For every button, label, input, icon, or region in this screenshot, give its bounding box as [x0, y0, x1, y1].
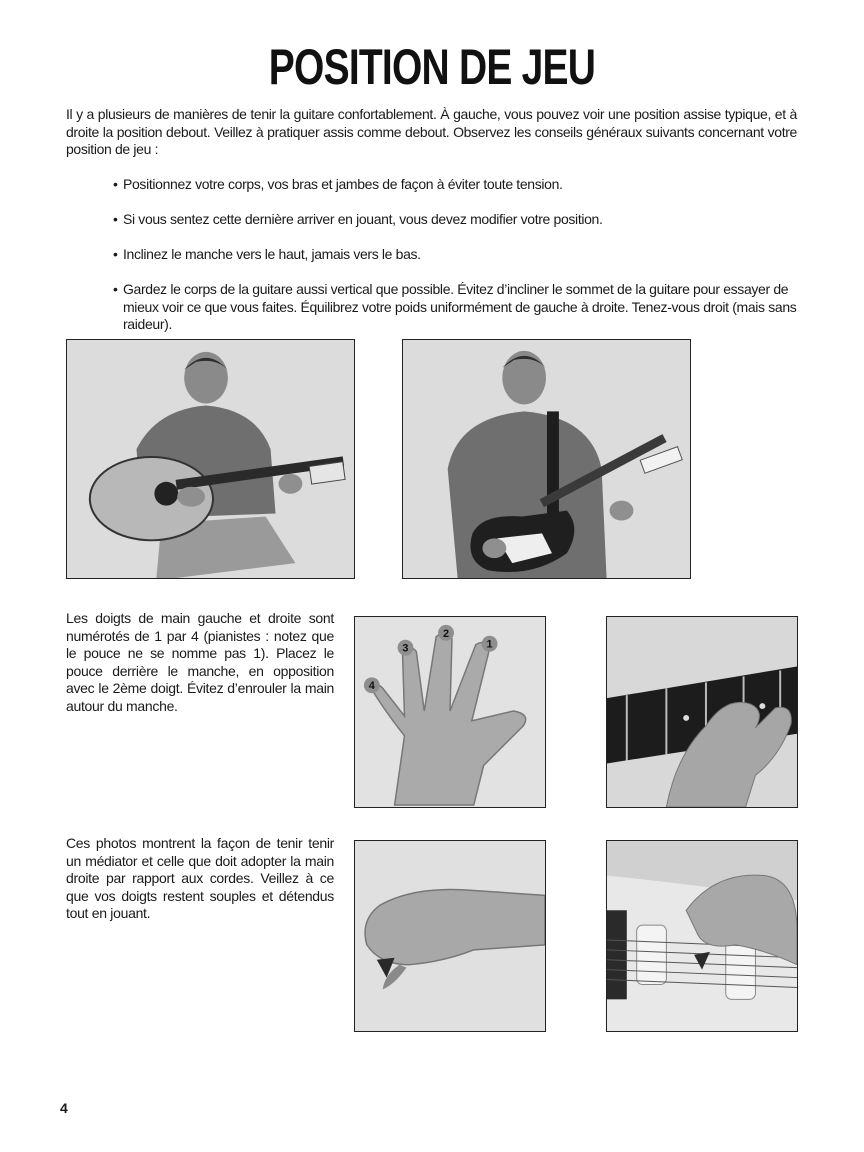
intro-paragraph: Il y a plusieurs de manières de tenir la guitare confortablement. À gauche, vous pouvez voir une position assise typique, et à droite la position debout. Veillez à pratiquer assis comme debout. Observez les conseils généraux suivants concernant votre position de jeu : — [66, 106, 797, 157]
page-title: POSITION DE JEU — [268, 39, 596, 95]
finger-label-4: 4 — [368, 680, 375, 693]
fingers-paragraph: Les doigts de main gauche et droite sont numérotés de 1 par 4 (pianistes : notez que le pouce ne se nomme pas 1). Placez le pouce derrière le manche, en opposition avec le 2ème doigt. Évitez d’enrouler la main autour du manche. — [66, 610, 334, 714]
standing-position-photo — [402, 339, 691, 579]
tip-text: Si vous sentez cette dernière arriver en jouant, vous devez modifier votre position. — [123, 211, 603, 227]
tip-text: Gardez le corps de la guitare aussi vertical que possible. Évitez d’incliner le sommet de la guitare pour essayer de mieux voir ce que vous faites. Équilibrez votre poids uniformément de gauche à droite. Tenez-vous droit (mais sans raideur). — [123, 281, 797, 332]
finger-label-1: 1 — [486, 638, 493, 651]
finger-label-2: 2 — [443, 627, 450, 640]
pick-grip-photo — [354, 840, 546, 1032]
tip-text: Inclinez le manche vers le haut, jamais vers le bas. — [123, 246, 421, 262]
fretboard-hand-photo — [606, 616, 798, 808]
tip-text: Positionnez votre corps, vos bras et jambes de façon à éviter toute tension. — [123, 176, 563, 192]
picking-hand-photo — [606, 840, 798, 1032]
seated-position-photo — [66, 339, 355, 579]
pick-paragraph: Ces photos montrent la façon de tenir tenir un médiator et celle que doit adopter la main droite par rapport aux cordes. Veillez à ce que vos doigts restent souples et détendus tout en jouant. — [66, 835, 334, 921]
tip-item — [113, 176, 803, 194]
page-number: 4 — [60, 1100, 68, 1116]
bullet-marker: • — [113, 281, 118, 297]
finger-label-3: 3 — [402, 642, 409, 655]
bullet-marker: • — [113, 246, 118, 262]
bullet-marker: • — [113, 176, 118, 192]
bullet-marker: • — [113, 211, 118, 227]
tip-item — [113, 281, 803, 334]
tip-item — [113, 246, 803, 264]
numbered-hand-photo — [354, 616, 546, 808]
tip-item — [113, 211, 803, 229]
